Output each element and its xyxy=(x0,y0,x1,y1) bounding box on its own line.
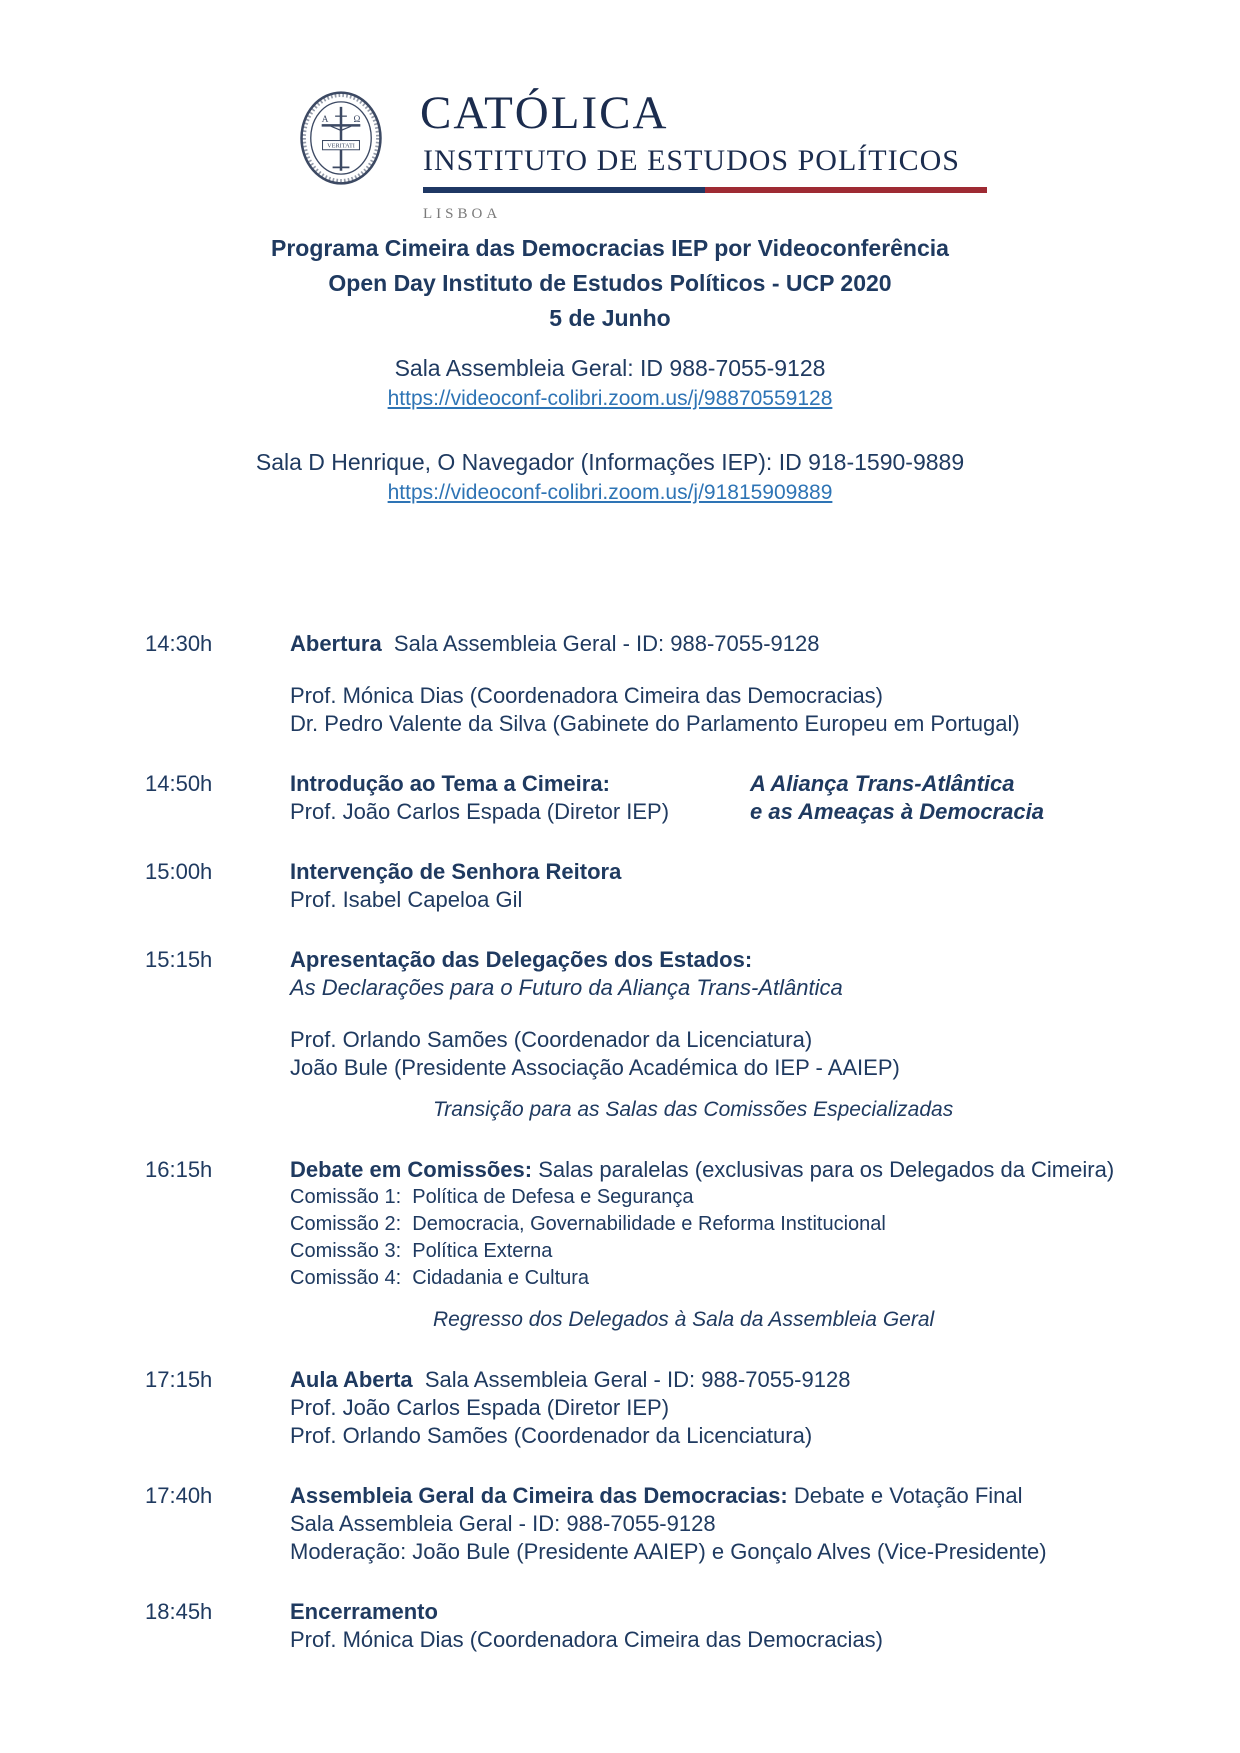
schedule-row xyxy=(145,1366,1180,1450)
schedule-line xyxy=(290,1211,1180,1238)
schedule-line-text xyxy=(290,1367,850,1392)
schedule-line xyxy=(290,770,1180,798)
logo-city: LISBOA xyxy=(423,206,502,222)
text-segment: Comissão 2: Democracia, Governabilidade e Reforma Institucional xyxy=(290,1213,886,1235)
schedule-line-text xyxy=(290,1511,716,1536)
schedule-row xyxy=(145,946,1180,1082)
schedule-line-text xyxy=(290,1395,669,1420)
interlude-note: Transição para as Salas das Comissões Especializadas xyxy=(433,1098,954,1121)
schedule-line xyxy=(290,1510,1180,1538)
schedule-line xyxy=(290,1422,1180,1450)
schedule-time: 17:15h xyxy=(145,1367,213,1392)
schedule-line-text xyxy=(290,1240,552,1262)
schedule-line xyxy=(290,1598,1180,1626)
title-line-1: Programa Cimeira das Democracias IEP por Videoconferência xyxy=(271,235,949,261)
text-segment: Comissão 4: Cidadania e Cultura xyxy=(290,1267,590,1289)
text-segment: Moderação: João Bule (Presidente AAIEP) e Gonçalo Alves (Vice-Presidente) xyxy=(290,1539,1047,1564)
schedule-line xyxy=(290,798,1180,826)
schedule-line-text xyxy=(290,1055,900,1080)
schedule-line-text xyxy=(290,1483,1023,1508)
schedule-line-text xyxy=(290,1423,812,1448)
room-block-d-henrique xyxy=(10,446,1210,508)
schedule-line xyxy=(290,682,1180,710)
text-segment: João Bule (Presidente Associação Académica do IEP - AAIEP) xyxy=(290,1055,900,1080)
text-segment: Abertura xyxy=(290,631,382,656)
spacer xyxy=(290,1002,1180,1026)
schedule-row xyxy=(145,1156,1180,1292)
schedule-line xyxy=(290,1366,1180,1394)
text-segment: Prof. Mónica Dias (Coordenadora Cimeira das Democracias) xyxy=(290,1627,884,1652)
text-segment: Dr. Pedro Valente da Silva (Gabinete do Parlamento Europeu em Portugal) xyxy=(290,711,1020,736)
schedule-line xyxy=(290,1156,1180,1184)
schedule-line-text xyxy=(290,683,883,708)
schedule-line xyxy=(290,1265,1180,1292)
schedule-line-text xyxy=(290,1627,883,1652)
title-line-2: Open Day Instituto de Estudos Políticos - UCP 2020 xyxy=(328,270,892,296)
document-title xyxy=(10,231,1210,336)
schedule-line xyxy=(290,1054,1180,1082)
schedule-row xyxy=(145,858,1180,914)
schedule-line-right-text: e as Ameaças à Democracia xyxy=(750,799,1044,824)
text-segment: Prof. João Carlos Espada (Diretor IEP) xyxy=(290,1395,670,1420)
schedule-entry-body xyxy=(290,1366,1180,1450)
schedule-line xyxy=(290,1538,1180,1566)
schedule-line-text xyxy=(290,887,522,912)
text-segment: Intervenção de Senhora Reitora xyxy=(290,859,622,884)
logo-brand: CATÓLICA xyxy=(420,87,669,139)
schedule-time: 17:40h xyxy=(145,1483,213,1508)
schedule-line-text xyxy=(290,631,820,656)
room-label: Sala Assembleia Geral: ID 988-7055-9128 xyxy=(394,355,826,381)
schedule-line-text xyxy=(290,859,621,884)
schedule xyxy=(145,630,1180,1654)
schedule-entry-body xyxy=(290,1598,1180,1654)
schedule-line-text xyxy=(290,1027,812,1052)
schedule-line xyxy=(290,710,1180,738)
schedule-entry-body xyxy=(290,1156,1180,1292)
schedule-row xyxy=(145,1482,1180,1566)
text-segment: Comissão 1: Política de Defesa e Segurança xyxy=(290,1186,694,1208)
schedule-line xyxy=(290,1394,1180,1422)
text-segment: Introdução ao Tema a Cimeira: xyxy=(290,771,610,796)
svg-text:VERITATI: VERITATI xyxy=(327,142,355,150)
schedule-entry-body xyxy=(290,858,1180,914)
text-segment: Debate em Comissões: xyxy=(290,1157,533,1182)
zoom-link[interactable]: https://videoconf-colibri.zoom.us/j/98870559128 xyxy=(387,387,833,410)
text-segment: As Declarações para o Futuro da Aliança Trans-Atlântica xyxy=(290,975,843,1000)
schedule-line xyxy=(290,1026,1180,1054)
schedule-time: 14:50h xyxy=(145,771,213,796)
title-line-3: 5 de Junho xyxy=(549,305,671,331)
zoom-link[interactable]: https://videoconf-colibri.zoom.us/j/91815909889 xyxy=(387,481,833,504)
schedule-line xyxy=(290,886,1180,914)
logo-divider xyxy=(423,187,987,193)
schedule-line-text xyxy=(290,1267,589,1289)
schedule-line-text xyxy=(290,1213,886,1235)
schedule-row xyxy=(145,770,1180,826)
schedule-line xyxy=(290,946,1180,974)
schedule-time: 15:15h xyxy=(145,947,213,972)
schedule-line xyxy=(290,1184,1180,1211)
schedule-line xyxy=(290,630,1180,658)
text-segment: Apresentação das Delegações dos Estados: xyxy=(290,947,753,972)
schedule-time: 18:45h xyxy=(145,1599,213,1624)
room-label: Sala D Henrique, O Navegador (Informações IEP): ID 918-1590-9889 xyxy=(255,449,965,475)
schedule-line-text xyxy=(290,711,1020,736)
text-segment: Prof. Isabel Capeloa Gil xyxy=(290,887,523,912)
schedule-line-text xyxy=(290,975,843,1000)
schedule-line xyxy=(290,858,1180,886)
schedule-line-text xyxy=(290,1157,1114,1182)
svg-text:Ω: Ω xyxy=(353,114,361,125)
room-block-assembleia xyxy=(10,352,1210,414)
schedule-entry-body xyxy=(290,770,1180,826)
text-segment: Aula Aberta xyxy=(290,1367,413,1392)
text-segment: Sala Assembleia Geral - ID: 988-7055-9128 xyxy=(412,1367,851,1392)
text-segment: Encerramento xyxy=(290,1599,438,1624)
schedule-entry-body xyxy=(290,630,1180,738)
schedule-line-text xyxy=(290,798,750,826)
logo-subtitle: INSTITUTO DE ESTUDOS POLÍTICOS xyxy=(423,144,960,177)
schedule-time: 16:15h xyxy=(145,1157,213,1182)
schedule-line-text xyxy=(290,1599,438,1624)
schedule-time: 15:00h xyxy=(145,859,213,884)
text-segment: Prof. Orlando Samões (Coordenador da Licenciatura) xyxy=(290,1027,813,1052)
schedule-line xyxy=(290,1482,1180,1510)
text-segment: Comissão 3: Política Externa xyxy=(290,1240,553,1262)
text-segment: Prof. Mónica Dias (Coordenadora Cimeira das Democracias) xyxy=(290,683,884,708)
schedule-line-text xyxy=(290,1539,1047,1564)
text-segment: Salas paralelas (exclusivas para os Delegados da Cimeira) xyxy=(532,1157,1115,1182)
schedule-line-right-text: A Aliança Trans-Atlântica xyxy=(750,771,1015,796)
schedule-line-text xyxy=(290,1186,694,1208)
schedule-line-text xyxy=(290,770,750,798)
schedule-time: 14:30h xyxy=(145,631,213,656)
schedule-line-text xyxy=(290,947,752,972)
schedule-line xyxy=(290,1626,1180,1654)
schedule-line xyxy=(290,1238,1180,1265)
text-segment: Debate e Votação Final xyxy=(787,1483,1023,1508)
spacer xyxy=(290,658,1180,682)
text-segment: Prof. João Carlos Espada (Diretor IEP) xyxy=(290,799,670,824)
svg-text:A: A xyxy=(321,114,329,125)
text-segment: Sala Assembleia Geral - ID: 988-7055-9128 xyxy=(290,1511,716,1536)
schedule-row xyxy=(145,630,1180,738)
text-segment: Assembleia Geral da Cimeira das Democracias: xyxy=(290,1483,788,1508)
text-segment: Sala Assembleia Geral - ID: 988-7055-9128 xyxy=(381,631,820,656)
text-segment: Prof. Orlando Samões (Coordenador da Licenciatura) xyxy=(290,1423,813,1448)
schedule-entry-body xyxy=(290,1482,1180,1566)
interlude-note: Regresso dos Delegados à Sala da Assembleia Geral xyxy=(433,1308,935,1331)
university-seal-icon xyxy=(299,90,383,186)
schedule-row xyxy=(145,1598,1180,1654)
schedule-line xyxy=(290,974,1180,1002)
schedule-entry-body xyxy=(290,946,1180,1082)
